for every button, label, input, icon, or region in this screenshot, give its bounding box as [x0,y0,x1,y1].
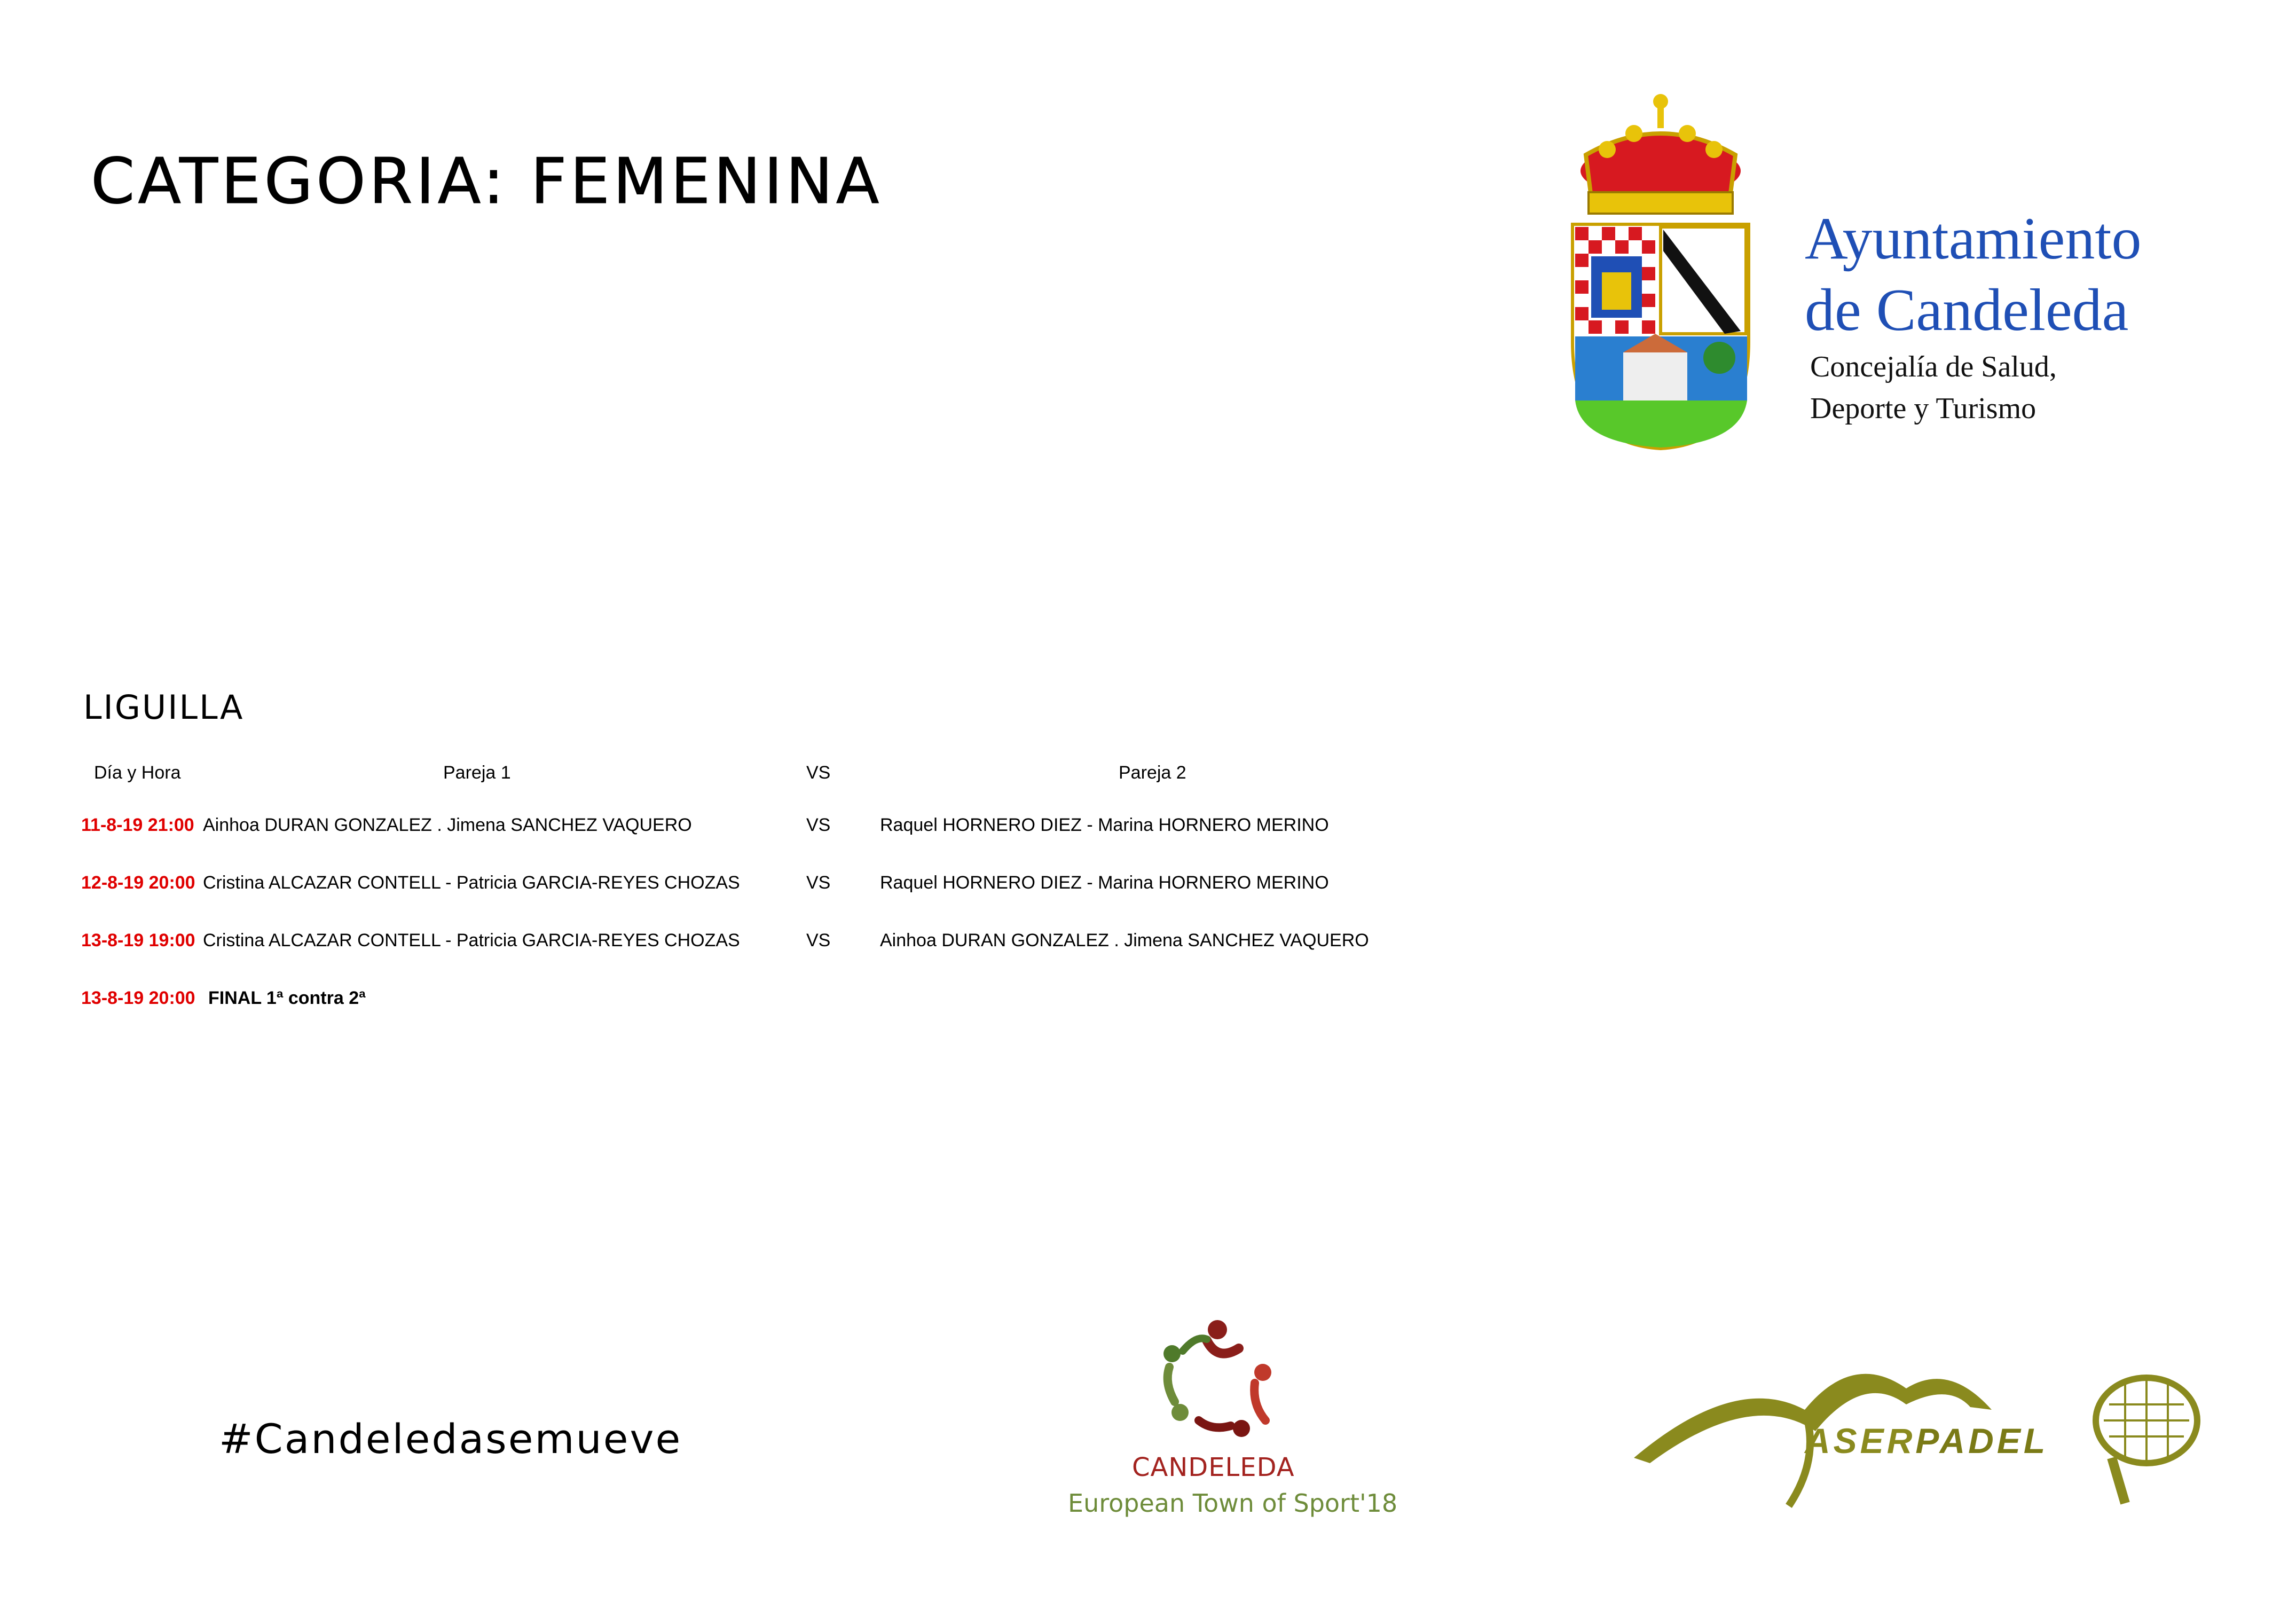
department-line2: Deporte y Turismo [1810,392,2036,425]
final-row [0,988,2296,1020]
hashtag: #Candeledasemueve [219,1415,682,1463]
town-logo-name: CANDELEDA [1132,1452,1295,1482]
match-datetime: 12-8-19 20:00 [81,873,195,893]
final-label: FINAL 1ª contra 2ª [208,988,366,1008]
match-vs: VS [806,873,831,893]
ayuntamiento-name-line2: de Candeleda [1805,277,2129,343]
header-pair2: Pareja 2 [1119,763,1186,783]
aserpadel-part1: ASER [1805,1421,1916,1460]
match-pair1: Cristina ALCAZAR CONTELL - Patricia GARCIA-REYES CHOZAS [203,873,740,893]
aserpadel-part2: PADEL [1915,1421,2049,1460]
aserpadel-wordmark [1805,1420,2048,1461]
match-row [0,815,2296,847]
department-line1: Concejalía de Salud, [1810,350,2057,383]
match-pair1: Ainhoa DURAN GONZALEZ . Jimena SANCHEZ VAQUERO [203,815,692,835]
coat-of-arms-logo [1564,91,1757,454]
match-pair2: Raquel HORNERO DIEZ - Marina HORNERO MERINO [880,815,1329,835]
match-pair2: Raquel HORNERO DIEZ - Marina HORNERO MERINO [880,873,1329,893]
league-title: LIGUILLA [83,688,245,727]
header-vs: VS [806,763,831,783]
town-logo-tagline: European Town of Sport'18 [1068,1489,1398,1518]
match-vs: VS [806,815,831,835]
match-row [0,930,2296,962]
ayuntamiento-name-line1: Ayuntamiento [1805,206,2142,272]
match-datetime: 13-8-19 19:00 [81,930,195,951]
header-datetime: Día y Hora [94,763,181,783]
match-pair2: Ainhoa DURAN GONZALEZ . Jimena SANCHEZ VAQUERO [880,930,1369,951]
header-pair1: Pareja 1 [443,763,511,783]
town-of-sport-logo [1132,1298,1303,1452]
match-pair1: Cristina ALCAZAR CONTELL - Patricia GARCIA-REYES CHOZAS [203,930,740,951]
ayuntamiento-name [1805,203,2142,346]
ayuntamiento-department [1810,346,2057,429]
match-vs: VS [806,930,831,951]
match-datetime: 11-8-19 21:00 [81,815,194,835]
category-title: CATEGORIA: FEMENINA [91,144,883,218]
final-datetime: 13-8-19 20:00 [81,988,195,1008]
match-row [0,873,2296,905]
